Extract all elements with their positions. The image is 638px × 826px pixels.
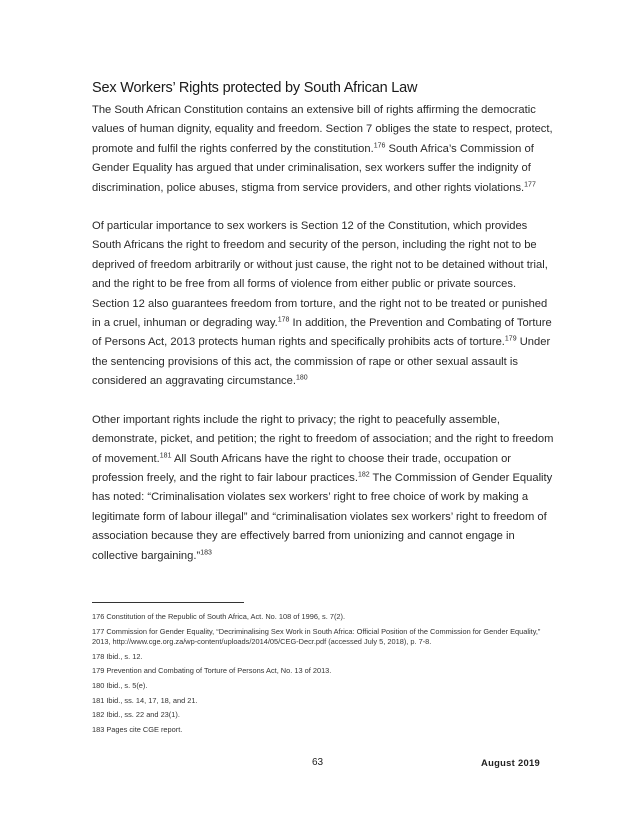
paragraph: [92, 411, 554, 566]
footnote: [92, 666, 552, 677]
footnote: [92, 627, 552, 648]
body-text: [92, 101, 554, 585]
paragraph: [92, 217, 554, 392]
footnote-marker: 183: [200, 548, 212, 556]
footnote-text: Pages cite CGE report.: [106, 724, 183, 734]
paragraph-text: South Africa’s Commission of Gender Equality has argued that under criminalisation, sex workers suffer the indignity of discrimination, police abuses, stigma from service providers, and other rights violations.: [92, 142, 534, 194]
footnote-text: Ibid., s. 5(e).: [106, 680, 148, 690]
footnote-marker: 181: [159, 451, 172, 459]
paragraph-text: All South Africans have the right to choose their trade, occupation or profession freely, and the right to fair labour practices.: [92, 452, 512, 484]
paragraph-text: The Commission of Gender Equality has noted: “Criminalisation violates sex workers’ right to free choice of work by making a legitimate form of labour illegal” and “criminalisation violates sex workers’ right to freedom of association because they are effectively barred from unionizing and cannot engage in collective bargaining.”: [92, 471, 553, 562]
paragraph-text: Other important rights include the right to privacy; the right to peacefully assemble, demonstrate, picket, and petition; the right to freedom of association; and the right to freedom of movement.: [92, 413, 554, 465]
footnote-number: 181: [92, 695, 105, 705]
running-footer-date: August 2019: [481, 757, 541, 768]
footnotes: [92, 612, 552, 739]
footnote-text: Prevention and Combating of Torture of Persons Act, No. 13 of 2013.: [106, 666, 332, 676]
footnote-number: 179: [92, 666, 105, 676]
footnote-marker: 178: [277, 316, 290, 324]
footnote-divider: [92, 602, 244, 603]
footnote-marker: 179: [504, 335, 517, 343]
footnote-number: 183: [92, 724, 105, 734]
footnote-text: Ibid., s. 12.: [106, 651, 143, 661]
footnote-marker: 182: [357, 471, 370, 479]
footnote-number: 178: [92, 651, 105, 661]
paragraph-text: The South African Constitution contains an extensive bill of rights affirming the democratic values of human dignity, equality and freedom. Section 7 obliges the state to respect, protect, promote and fulfil the rights conferred by the constitution.: [92, 104, 553, 155]
footnote: [92, 612, 552, 623]
footnote-number: 177: [92, 626, 105, 636]
footnote-number: 180: [92, 680, 105, 690]
page-number: 63: [312, 757, 324, 768]
footnote: [92, 710, 552, 721]
footnote-number: 182: [92, 710, 105, 720]
footnote: [92, 681, 552, 692]
footnote: [92, 696, 552, 707]
paragraph-text: Under the sentencing provisions of this act, the commission of rape or other sexual assault is considered an aggravating circumstance.: [92, 336, 551, 388]
footnote-text: Ibid., ss. 14, 17, 18, and 21.: [106, 695, 198, 705]
paragraph: [92, 101, 554, 198]
footnote-text: Commission for Gender Equality, “Decriminalising Sex Work in South Africa: Official Position of the Commission for Gender Equality,” 2013, http://www.cge.org.za/wp-content/uploads/2014/05/CEG-Decr.pdf (accessed July 5, 2018), p. 7-8.: [92, 626, 541, 647]
paragraph-text: In addition, the Prevention and Combating of Torture of Persons Act, 2013 protects human rights and specifically prohibits acts of torture.: [92, 317, 552, 349]
footnote-text: Ibid., ss. 22 and 23(1).: [106, 710, 180, 720]
footnote: [92, 652, 552, 663]
footnote-marker: 180: [295, 374, 308, 382]
paragraph-text: Of particular importance to sex workers is Section 12 of the Constitution, which provides South Africans the right to freedom and security of the person, including the right not to be deprived of freedom arbitrarily or without just cause, the right not to be detained without trial, and the right to be free from all forms of violence from either public or private sources. Section 12 also guarantees freedom from torture, and the right not to be treated or punished in a cruel, inhuman or degrading way.: [92, 220, 548, 330]
section-heading: Sex Workers’ Rights protected by South African Law: [92, 80, 418, 96]
footnote-marker: 177: [524, 180, 536, 188]
footnote-text: Constitution of the Republic of South Africa, Act. No. 108 of 1996, s. 7(2).: [106, 612, 346, 621]
footnote-number: 176: [92, 612, 105, 621]
footnote: [92, 725, 552, 736]
footnote-marker: 176: [373, 142, 386, 150]
